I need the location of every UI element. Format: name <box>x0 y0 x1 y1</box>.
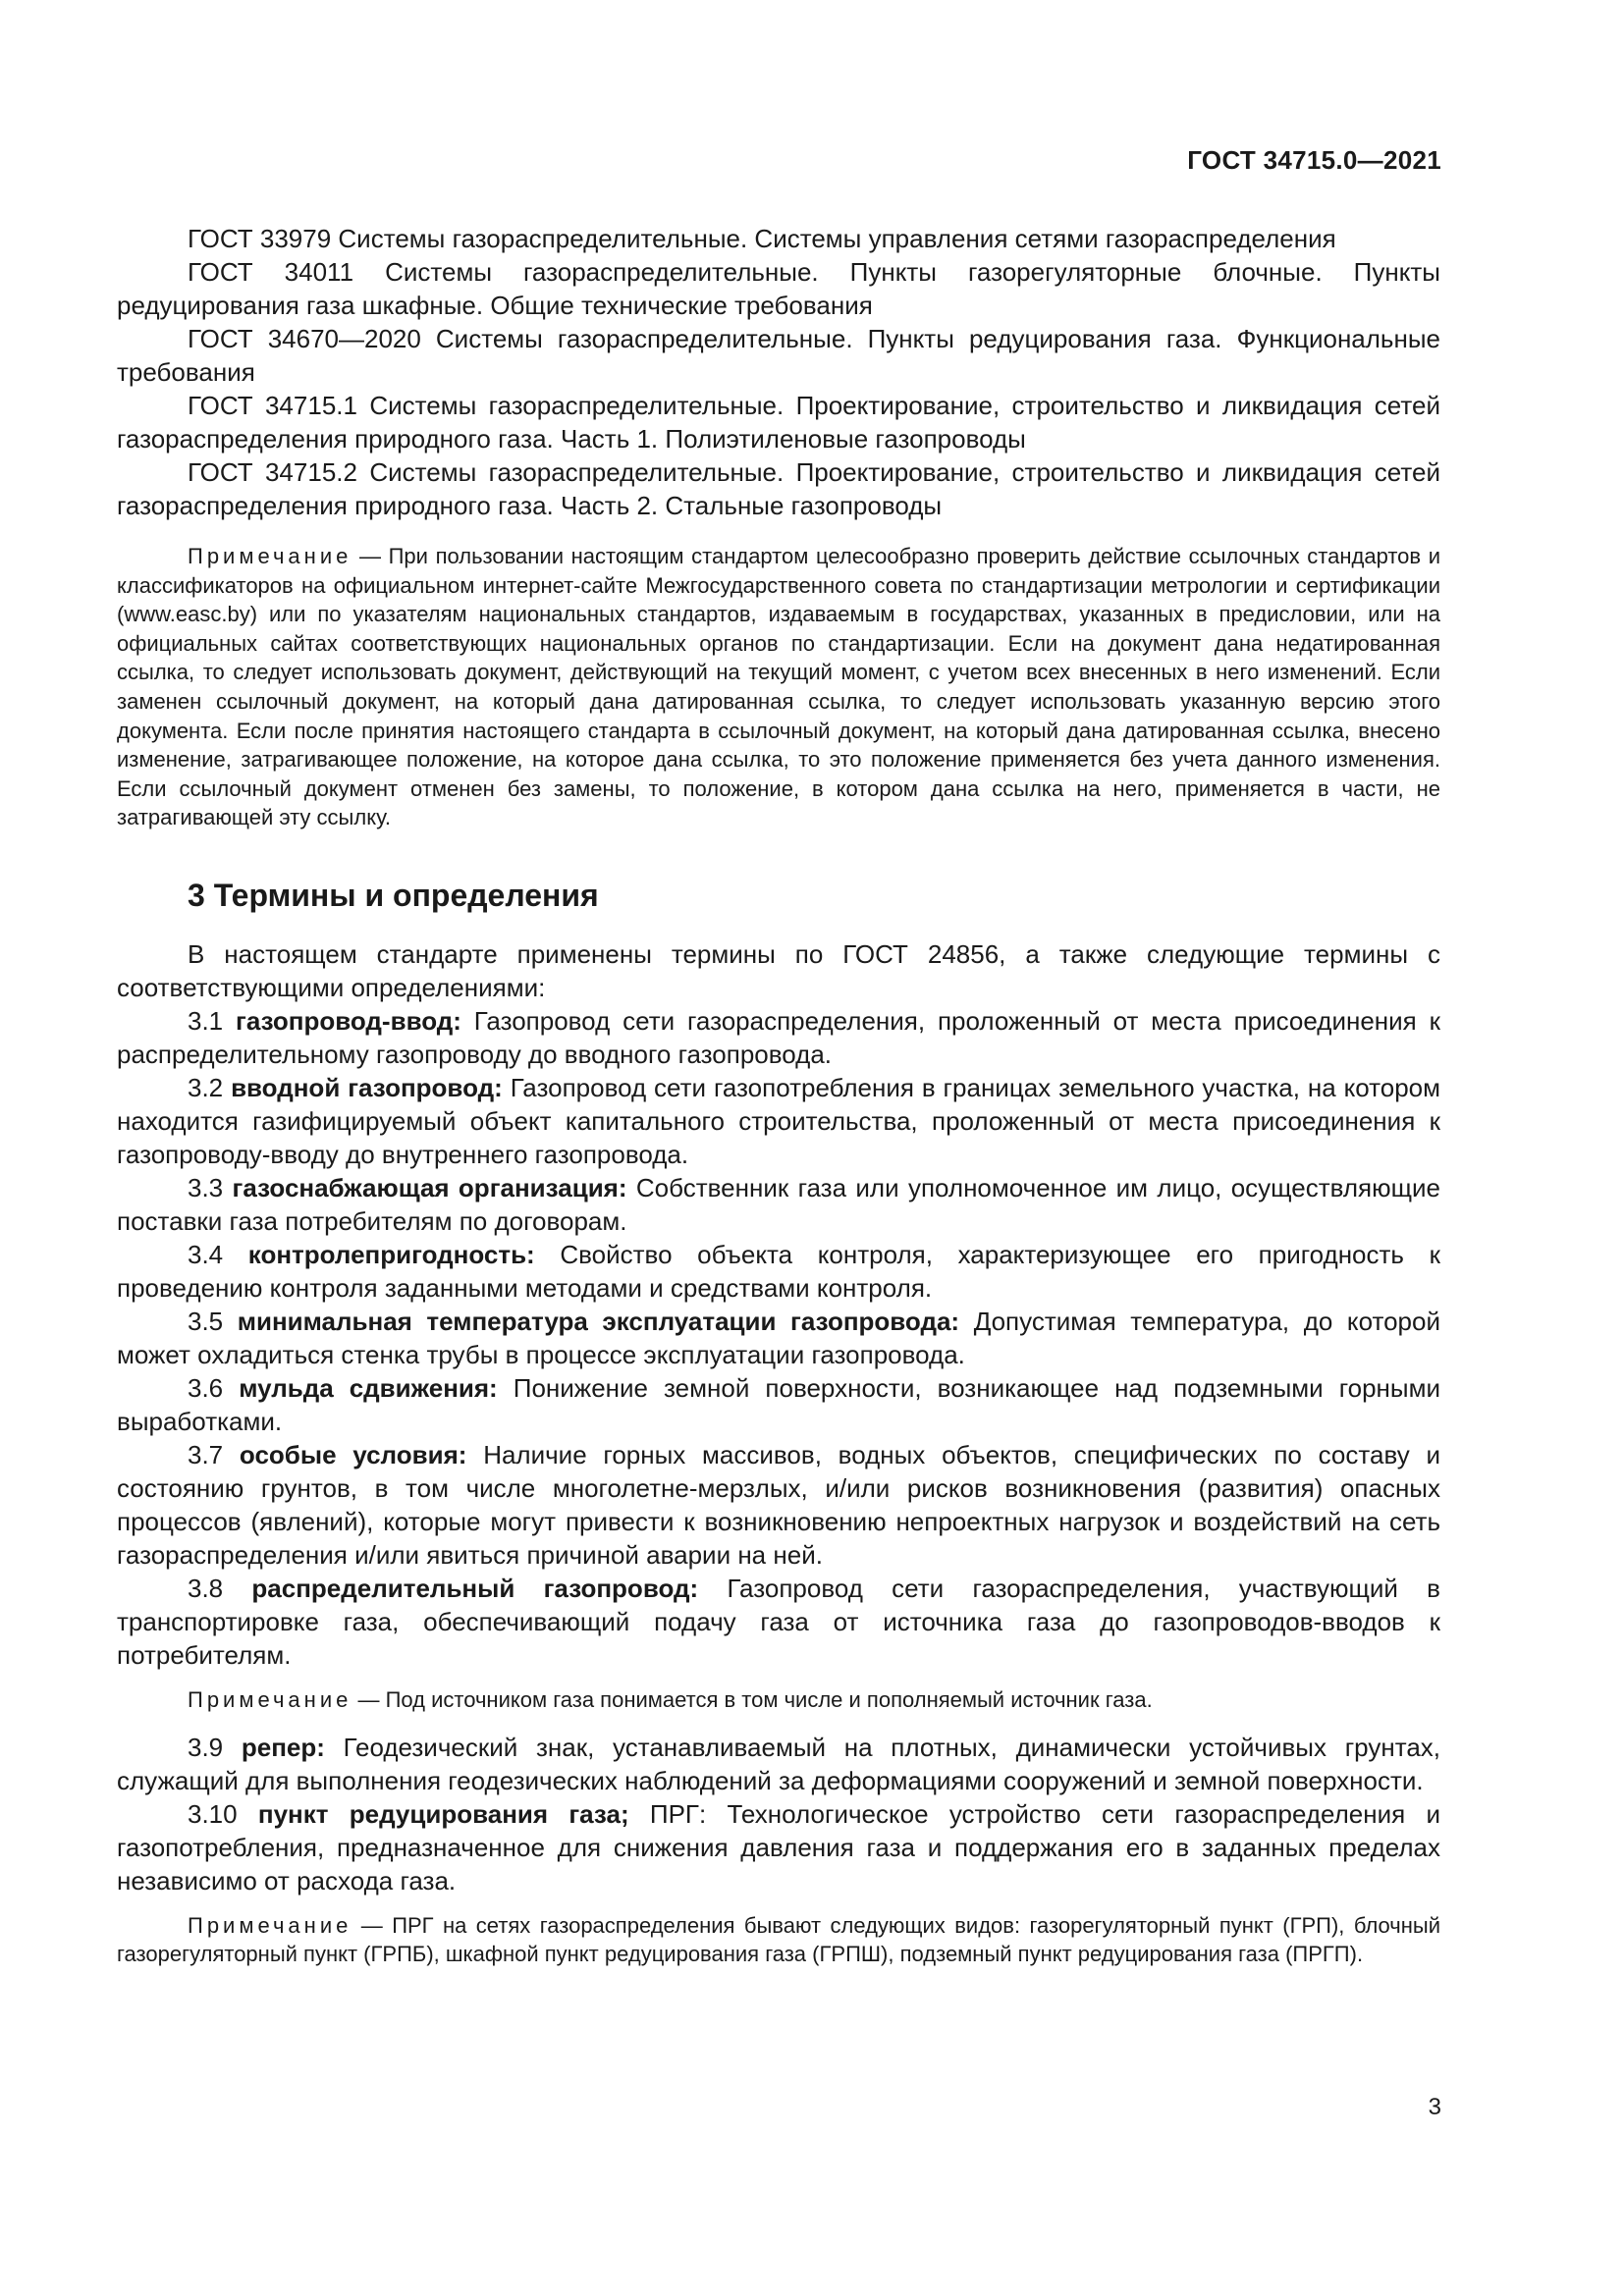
term-text: Наличие горных массивов, водных объектов, специфических по составу и состоянию грунтов, в том числе многолетне-мерзлых, и/или рисков возникновения (развития) опасных процессов (явлений), которые могут привести к возникновению непроектных нагрузок и воздействий на сеть газораспределения и/или явиться причиной аварии на ней. <box>117 1439 1440 1570</box>
reference-item <box>117 455 1440 522</box>
reference-title: Системы газораспределительные. Пункты газорегуляторные блочные. Пункты редуцирования газа шкафные. Общие технические требования <box>117 257 1440 320</box>
reference-item <box>117 322 1440 389</box>
reference-item <box>117 255 1440 322</box>
term-definition <box>117 1305 1440 1371</box>
reference-item <box>117 389 1440 455</box>
note-text: При пользовании настоящим стандартом целесообразно проверить действие ссылочных стандартов и классификаторов на официальном интернет-сайте Межгосударственного совета по стандартизации метрологии и сертификации (www.easc.by) или по указателям национальных стандартов, издаваемым в государствах, указанных в предисловии, или на официальных сайтах соответствующих национальных органов по стандартизации. Если на документ дана недатированная ссылка, то следует использовать документ, действующий на текущий момент, с учетом всех внесенных в него изменений. Если заменен ссылочный документ, на который дана датированная ссылка, то следует использовать указанную версию этого документа. Если после принятия настоящего стандарта в ссылочный документ, на который дана датированная ссылка, внесено изменение, затрагивающее положение, на которое дана ссылка, то это положение применяется без учета данного изменения. Если ссылочный документ отменен без замены, то положение, в котором дана ссылка на него, применяется в части, не затрагивающей эту ссылку. <box>117 544 1440 830</box>
term-definition <box>117 1238 1440 1305</box>
term-number: 3.2 <box>188 1072 224 1102</box>
reference-code: ГОСТ 34715.1 <box>188 391 357 420</box>
reference-title: Системы газораспределительные. Проектирование, строительство и ликвидация сетей газораспределения природного газа. Часть 1. Полиэтиленовые газопроводы <box>117 391 1440 454</box>
reference-code: ГОСТ 34670—2020 <box>188 324 421 353</box>
term-number: 3.1 <box>188 1005 224 1036</box>
section-intro: В настоящем стандарте применены термины по ГОСТ 24856, а также следующие термины с соответствующими определениями: <box>117 938 1440 1002</box>
term-text: Свойство объекта контроля, характеризующее его пригодность к проведению контроля заданными методами и средствами контроля. <box>117 1239 1440 1303</box>
term-definition <box>117 1371 1440 1438</box>
references-note <box>117 542 1440 832</box>
note-dash: — <box>352 1912 393 1938</box>
reference-item <box>117 222 1440 255</box>
reference-code: ГОСТ 34011 <box>188 257 354 287</box>
term-definition <box>117 1731 1440 1797</box>
reference-title: Системы газораспределительные. Системы управления сетями газораспределения <box>338 224 1336 253</box>
term-text: Газопровод сети газопотребления в границах земельного участка, на котором находится газифицируемый объект капитального строительства, проложенный от места присоединения к газопроводу-вводу до внутреннего газопровода. <box>117 1072 1441 1169</box>
term-text: Геодезический знак, устанавливаемый на плотных, динамически устойчивых грунтах, служащий для выполнения геодезических наблюдений за деформациями сооружений и земной поверхности. <box>117 1732 1440 1795</box>
term-text: ПРГ: Технологическое устройство сети газораспределения и газопотребления, предназначенное для снижения давления газа и поддержания его в заданных пределах независимо от расхода газа. <box>117 1798 1440 1896</box>
term-number: 3.9 <box>188 1732 224 1762</box>
page-content <box>117 222 1440 1969</box>
terms-section-body <box>117 937 1440 1672</box>
section-title: 3 Термины и определения <box>188 877 599 913</box>
note-label: Примечание <box>188 1686 352 1712</box>
note-dash: — <box>352 1686 386 1712</box>
term-definition <box>117 1004 1440 1071</box>
term-definition <box>117 1071 1440 1171</box>
term-number: 3.3 <box>188 1172 224 1202</box>
term-definition <box>117 1572 1440 1672</box>
term-name: особые условия: <box>239 1439 467 1469</box>
term-number: 3.4 <box>188 1239 224 1269</box>
term-name: контролепригодность: <box>247 1239 535 1269</box>
term-name: распределительный газопровод: <box>251 1573 699 1603</box>
term-definition <box>117 1171 1440 1238</box>
reference-code: ГОСТ 33979 <box>188 224 332 253</box>
term-text: Газопровод сети газораспределения, проложенный от места присоединения к распределительному газопроводу до вводного газопровода. <box>117 1005 1440 1069</box>
terms-section-body-continued <box>117 1731 1440 1897</box>
term-name: репер: <box>241 1732 325 1762</box>
term-number: 3.5 <box>188 1306 224 1336</box>
reference-title: Системы газораспределительные. Проектирование, строительство и ликвидация сетей газораспределения природного газа. Часть 2. Стальные газопроводы <box>117 457 1440 520</box>
document-header: ГОСТ 34715.0—2021 <box>1187 145 1441 175</box>
term-number: 3.10 <box>188 1798 238 1829</box>
term-text: Понижение земной поверхности, возникающее над подземными горными выработками. <box>117 1372 1440 1436</box>
term-note <box>117 1911 1440 1969</box>
term-number: 3.8 <box>188 1573 224 1603</box>
note-label: Примечание <box>188 544 352 568</box>
reference-title: Системы газораспределительные. Пункты редуцирования газа. Функциональные требования <box>117 324 1440 387</box>
note-label: Примечание <box>188 1912 352 1938</box>
normative-references-list <box>117 222 1440 522</box>
term-text: Собственник газа или уполномоченное им лицо, осуществляющие поставки газа потребителям по договорам. <box>117 1172 1440 1236</box>
note-dash: — <box>352 544 389 568</box>
term-number: 3.6 <box>188 1372 224 1403</box>
term-name: газопровод-ввод: <box>236 1005 461 1036</box>
note-text: Под источником газа понимается в том числе и пополняемый источник газа. <box>385 1686 1153 1712</box>
term-name: газоснабжающая организация: <box>232 1172 627 1202</box>
note-text: ПРГ на сетях газораспределения бывают следующих видов: газорегуляторный пункт (ГРП), блочный газорегуляторный пункт (ГРПБ), шкафной пункт редуцирования газа (ГРПШ), подземный пункт редуцирования газа (ПРГП). <box>117 1912 1440 1967</box>
reference-code: ГОСТ 34715.2 <box>188 457 357 487</box>
term-name: пункт редуцирования газа; <box>257 1798 629 1829</box>
term-number: 3.7 <box>188 1439 224 1469</box>
term-text: Газопровод сети газораспределения, участвующий в транспортировке газа, обеспечивающий подачу газа от источника газа до газопроводов-вводов к потребителям. <box>117 1573 1440 1670</box>
term-name: вводной газопровод: <box>231 1072 503 1102</box>
term-text: Допустимая температура, до которой может охладиться стенка трубы в процессе эксплуатации газопровода. <box>117 1306 1440 1369</box>
term-name: мульда сдвижения: <box>239 1372 498 1403</box>
term-note <box>117 1685 1440 1715</box>
term-definition <box>117 1797 1440 1897</box>
term-definition <box>117 1438 1440 1572</box>
page-number: 3 <box>1428 2094 1441 2120</box>
term-name: минимальная температура эксплуатации газопровода: <box>237 1306 960 1336</box>
